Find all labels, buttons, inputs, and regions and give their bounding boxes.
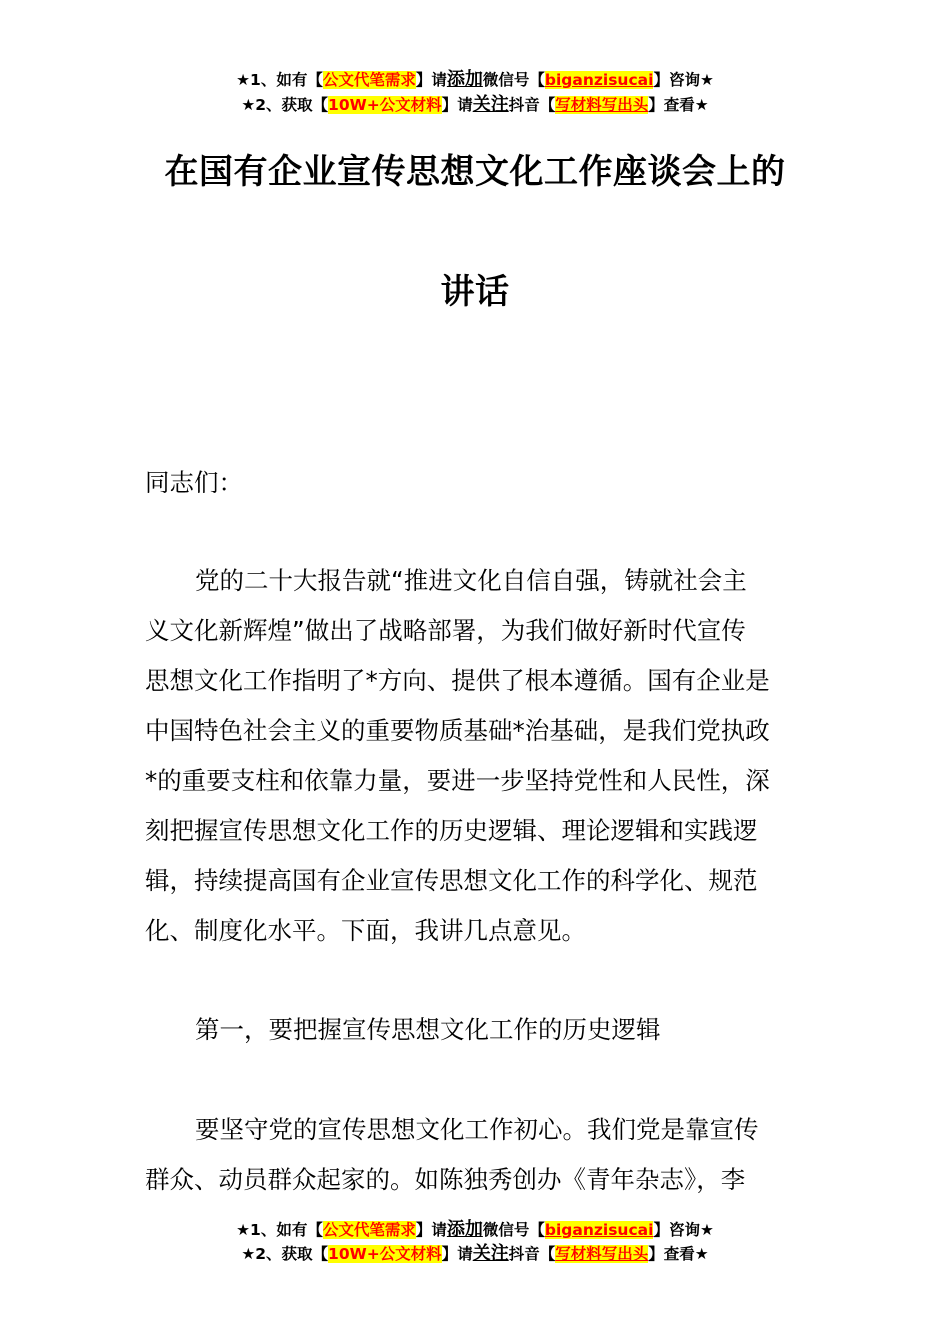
paragraph-line: 思想文化工作指明了*方向、提供了根本遵循。国有企业是: [145, 666, 770, 695]
promo-text: ★2、获取【: [241, 1245, 329, 1263]
promo-text: 】查看★: [648, 96, 709, 114]
promo-highlight: 公文代笔需求: [322, 71, 416, 89]
promo-text: 】请: [415, 1221, 447, 1239]
promo-follow: 关注: [472, 94, 509, 115]
paragraph-line: 义文化新辉煌”做出了战略部署，为我们做好新时代宣传: [145, 616, 746, 645]
greeting: 同志们：: [145, 468, 243, 497]
promo-highlight: 10W+公文材料: [328, 1245, 442, 1263]
paragraph-line: 辑，持续提高国有企业宣传思想文化工作的科学化、规范: [145, 866, 758, 895]
promo-text: 】查看★: [648, 1245, 709, 1263]
promo-wechat-id: biganzisucai: [544, 1221, 654, 1239]
promo-highlight: 10W+公文材料: [328, 96, 442, 114]
paragraph-line: 化、制度化水平。下面，我讲几点意见。: [145, 916, 586, 945]
promo-text: 】咨询★: [653, 71, 714, 89]
promo-text: 】请: [415, 71, 447, 89]
promo-text: 抖音【: [508, 96, 556, 114]
section-heading: 第一，要把握宣传思想文化工作的历史逻辑: [195, 1015, 661, 1044]
promo-wechat-id: biganzisucai: [544, 71, 654, 89]
promo-highlight: 公文代笔需求: [322, 1221, 416, 1239]
promo-text: ★1、如有【: [236, 1221, 323, 1239]
promo-text: 】请: [441, 1245, 473, 1263]
paragraph-line: *的重要支柱和依靠力量，要进一步坚持党性和人民性，深: [145, 766, 770, 795]
promo-text: 】请: [441, 96, 473, 114]
promo-line-2: [0, 94, 950, 116]
promo-douyin-id: 写材料写出头: [555, 1245, 649, 1263]
promo-follow: 关注: [472, 1243, 509, 1264]
promo-add: 添加: [446, 69, 483, 90]
footer-promo-line-2: [0, 1243, 950, 1265]
promo-text: 】咨询★: [653, 1221, 714, 1239]
paragraph-line: 党的二十大报告就“推进文化自信自强，铸就社会主: [195, 566, 747, 595]
paragraph-line: 要坚守党的宣传思想文化工作初心。我们党是靠宣传: [195, 1115, 759, 1144]
paragraph-line: 刻把握宣传思想文化工作的历史逻辑、理论逻辑和实践逻: [145, 816, 758, 845]
promo-text: 微信号【: [482, 71, 545, 89]
footer-promo-line-1: [0, 1219, 950, 1241]
document-title-line-1: 在国有企业宣传思想文化工作座谈会上的: [164, 152, 786, 192]
promo-douyin-id: 写材料写出头: [555, 96, 649, 114]
paragraph-line: 群众、动员群众起家的。如陈独秀创办《青年杂志》，李: [145, 1165, 746, 1194]
promo-text: 微信号【: [482, 1221, 545, 1239]
promo-line-1: [0, 69, 950, 91]
promo-text: 抖音【: [508, 1245, 556, 1263]
document-title-line-2: 讲话: [440, 272, 510, 312]
promo-text: ★1、如有【: [236, 71, 323, 89]
promo-add: 添加: [446, 1219, 483, 1240]
promo-text: ★2、获取【: [241, 96, 329, 114]
paragraph-line: 中国特色社会主义的重要物质基础*治基础，是我们党执政: [145, 716, 770, 745]
